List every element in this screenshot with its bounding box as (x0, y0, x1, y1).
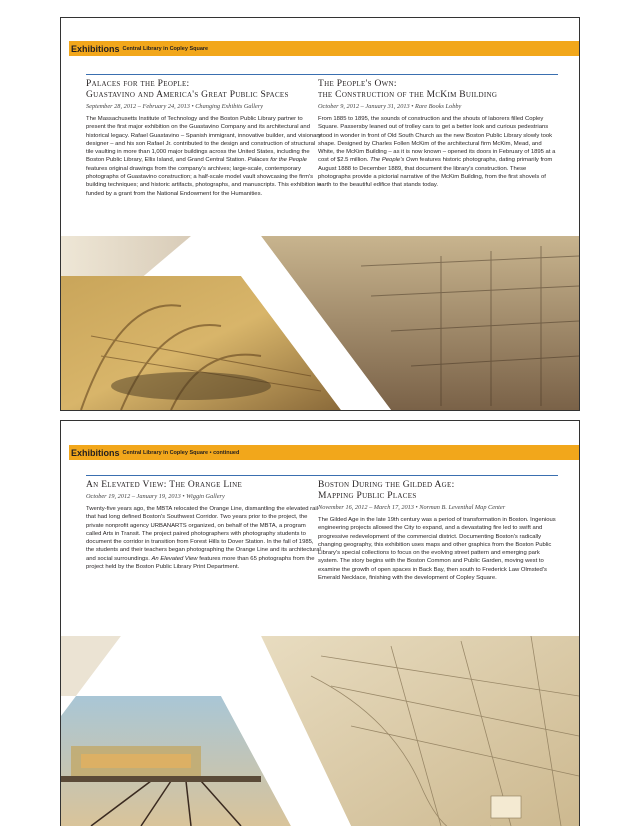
banner-title: Exhibitions (71, 447, 120, 458)
section-banner (69, 445, 579, 460)
exhibit-title: The People's Own: the Construction of the McKim Building (318, 79, 498, 100)
exhibit-gilded-age (318, 475, 558, 582)
exhibit-peoples-own (318, 74, 558, 190)
banner-subtitle: Central Library in Copley Square (122, 45, 209, 52)
exhibit-dates: November 16, 2012 – March 17, 2013 • Norman B. Leventhal Map Center (318, 504, 506, 511)
exhibit-dates: October 19, 2012 – January 19, 2013 • Wiggin Gallery (86, 493, 225, 500)
section-banner (69, 41, 579, 56)
photo-collage (61, 636, 579, 826)
banner-subtitle: Central Library in Copley Square • continued (122, 449, 240, 456)
photo-collage (61, 236, 579, 410)
exhibit-description: Twenty-five years ago, the MBTA relocated the Orange Line, dismantling the elevated rail that had long defined Boston's Southwest Corridor. Two years prior to the project, the private nonprofit agency URBANARTS organized, on behalf of the MBTA, a program called Arts in Transit. The project paired photographers with photography students to document the corridor in transition from Forest Hills to Dover Station. In the fall of 1985, the students and their teachers began photographing the Orange Line and its architectural and social surroundings. An Elevated View features more than 65 photographs from the project held by the Boston Public Library Print Department. (86, 506, 321, 571)
exhibit-orange-line (86, 475, 322, 571)
exhibit-title: An Elevated View: The Orange Line (86, 480, 243, 490)
title-rule (86, 475, 322, 476)
title-rule (318, 74, 558, 75)
exhibition-page-1 (60, 17, 580, 411)
exhibit-title: Palaces for the People: Guastavino and America's Great Public Spaces (86, 79, 289, 100)
banner-title: Exhibitions (71, 43, 120, 54)
exhibit-palaces (86, 74, 322, 198)
exhibit-dates: October 9, 2012 – January 31, 2013 • Rare Books Lobby (318, 103, 462, 110)
exhibit-title: Boston During the Gilded Age: Mapping Public Places (318, 480, 455, 501)
exhibit-description: The Gilded Age in the late 19th century was a period of transformation in Boston. Ingenious engineering projects allowed the City to expand, and a devastating fire led to swift and progressive redevelopment of the commercial district. Documenting Boston's radically changing geography, this exhibition uses maps and other graphics from the Boston Public Library's special collections to focus on the evolving street pattern and emerging park system. The story begins with the Boston Common and Public Garden, moving west to examine the growth of open spaces in Back Bay, then south to Frederick Law Olmsted's Emerald Necklace, finishing with the development of Copley Square. (318, 517, 556, 582)
exhibit-description: From 1885 to 1895, the sounds of construction and the shouts of laborers filled Copley Square. Passersby leaned out of trolley cars to get a better look and curious pedestrians stood in wonder in front of Old South Church as the new Boston Public Library slowly took shape. Designed by Charles Follen McKim of the architectural firm McKim, Mead, and White, the McKim Building – as it is now known – opened its doors in February of 1895 at a cost of $2.5 million. The People's Own features historic photographs, dating primarily from August 1888 to December 1889, that document the library's construction. These photographs provide a pictorial narrative of the McKim Building, from the first shovels of earth to the beautiful edifice that stands today. (318, 116, 556, 189)
title-rule (86, 74, 322, 75)
exhibition-page-2 (60, 420, 580, 826)
exhibit-description: The Massachusetts Institute of Technology and the Boston Public Library partner to present the first major exhibition on the Guastavino Company and its architectural and historical legacy. Rafael Guastavino – Spanish immigrant, innovative builder, and visionary designer – and his son Rafael Jr. contributed to the design and construction of structural tile vaulting in more than 1,000 major buildings across the United States, including the Boston Public Library, Ellis Island, and Grand Central Station. Palaces for the People features original drawings from the company's archives; large-scale, contemporary photographs of Guastavino construction; a half-scale model vault showcasing the firm's building techniques; and historic artifacts, photographs, and manuscripts. This exhibition is funded by a grant from the National Endowment for the Humanities. (86, 116, 322, 197)
exhibit-dates: September 28, 2012 – February 24, 2013 • Changing Exhibits Gallery (86, 103, 264, 110)
title-rule (318, 475, 558, 476)
